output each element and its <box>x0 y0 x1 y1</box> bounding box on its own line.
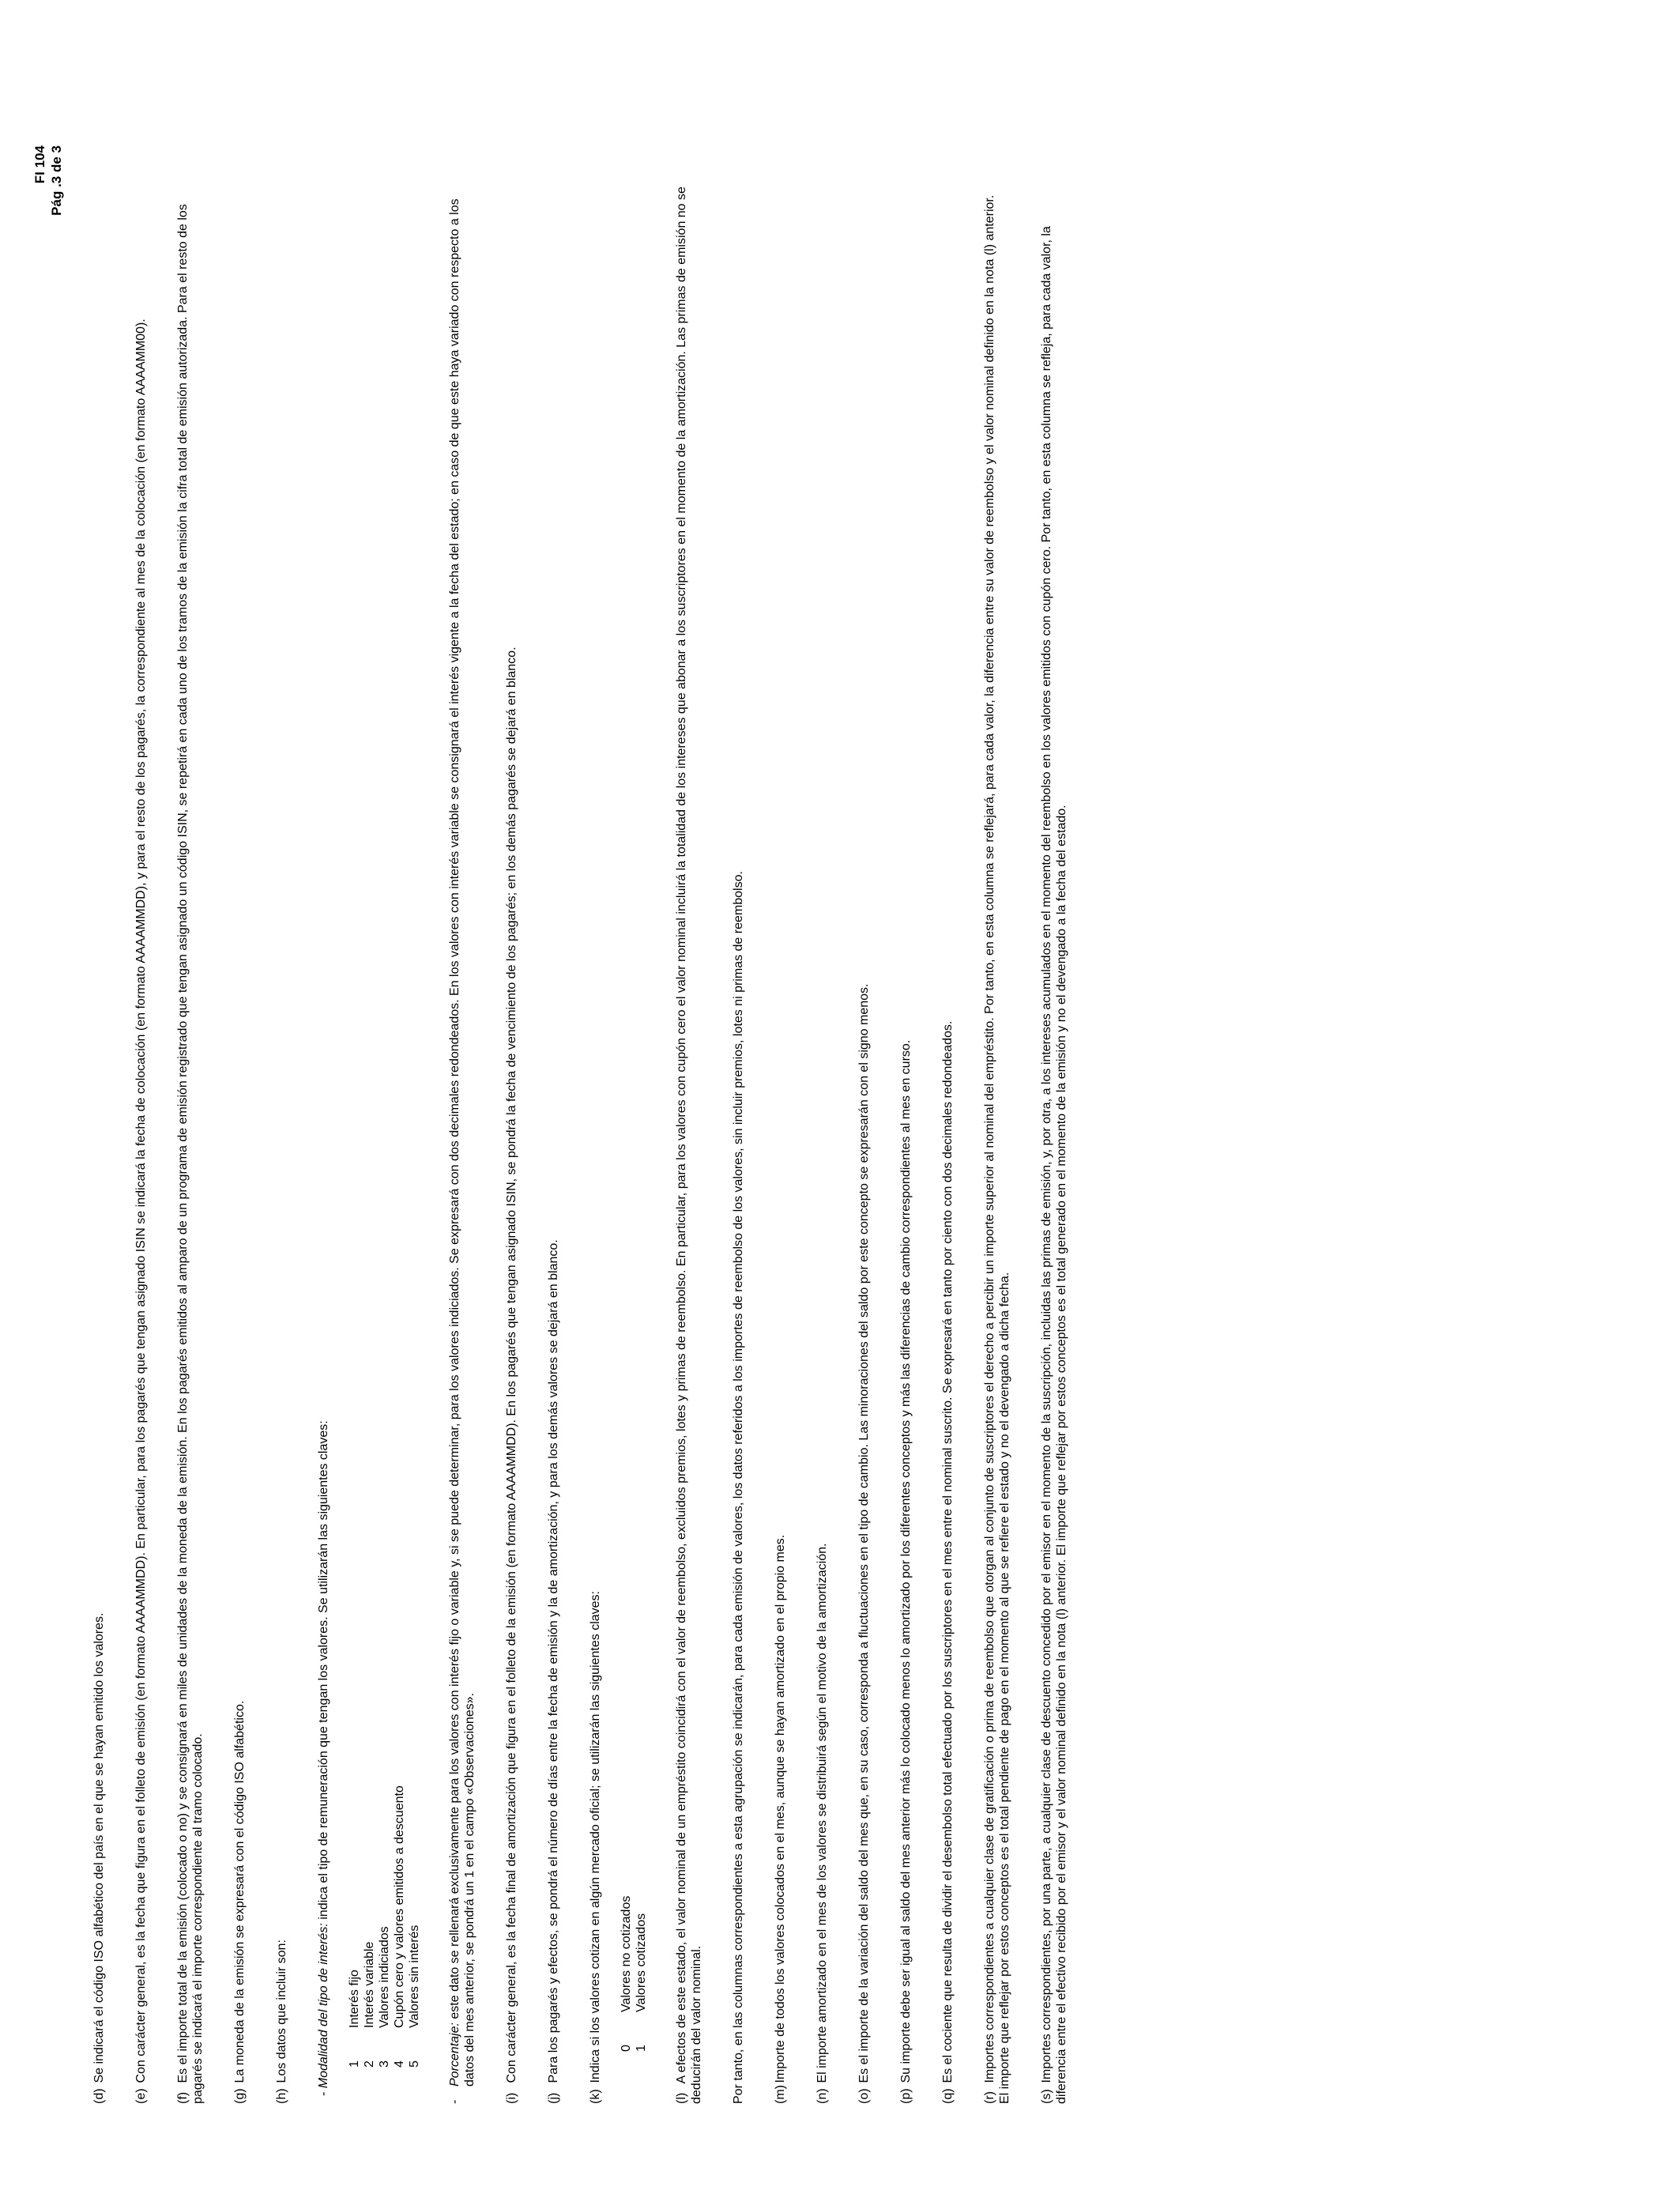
note-label: (h) <box>275 2088 288 2104</box>
note-j <box>546 183 561 2104</box>
list-item <box>634 183 649 2052</box>
list-item <box>362 183 377 2068</box>
page-number: Pág .3 de 3 <box>49 145 64 216</box>
note-k <box>588 183 603 2104</box>
note-o <box>857 183 872 2104</box>
code-label: Cupón cero y valores emitidos a descuento <box>393 1785 406 2028</box>
note-text: A efectos de este estado, el valor nominal de un empréstito coincidirá con el valor de reembolso, excluidos premios, lotes y primas de reembolso. En particular, para los valores con cupón cero el valor nominal incluirá la totalidad de los intereses que abonar a los suscriptores en el momento de la amortización. Las primas de emisión no se deducirán del valor nominal. <box>675 187 703 2104</box>
code-label: Interés fijo <box>348 1970 361 2028</box>
note-text: Importes correspondientes a cualquier clase de gratificación o prima de reembolso que otorgan al conjunto de suscriptores el derecho a percibir un importe superior al nominal del empréstito. Por tanto, en esta columna se reflejará, para cada valor, la diferencia entre su valor de reembolso y el valor nominal definido en la nota (l) anterior. El importe que reflejar por estos conceptos es el total pendiente de pago en el momento al que se refiere el estado y no el devengado a dicha fecha. <box>983 194 1011 2104</box>
note-text: Es el cociente que resulta de dividir el desembolso total efectuado por los suscriptores en el mes entre el nominal suscrito. Se expresará en tanto por ciento con dos decimales redondeados. <box>941 1020 955 2083</box>
page-identifier <box>32 145 65 216</box>
note-text: El importe amortizado en el mes de los valores se distribuirá según el motivo de la amortización. <box>816 1543 829 2083</box>
form-code: FI 104 <box>32 145 47 184</box>
list-item <box>392 183 407 2068</box>
rotated-page <box>0 107 1680 2194</box>
note-text: Para los pagarés y efectos, se pondrá el número de días entre la fecha de emisión y la de amortización, y para los demás valores se dejará en blanco. <box>547 1239 560 2083</box>
note-i <box>504 183 519 2104</box>
note-m <box>773 183 788 2104</box>
note-f <box>175 183 205 2104</box>
code: 2 <box>363 2060 376 2068</box>
note-n <box>815 183 830 2104</box>
note-e <box>134 183 149 2104</box>
code: 4 <box>393 2060 406 2068</box>
note-label: (n) <box>816 2088 829 2104</box>
note-label: (s) <box>1040 2089 1053 2104</box>
code-label: Interés variable <box>363 1941 376 2028</box>
note-text: Su importe debe ser igual al saldo del mes anterior más lo colocado menos lo amortizado por los diferentes conceptos y más las diferencias de cambio correspondientes al mes en curso. <box>899 1039 913 2083</box>
note-label: (o) <box>857 2088 871 2104</box>
note-label: (p) <box>899 2088 913 2104</box>
note-label: (g) <box>233 2088 247 2104</box>
note-text: Importe de todos los valores colocados en el mes, aunque se hayan amortizado en el propio mes. <box>774 1534 787 2083</box>
code-label: Valores no cotizados <box>620 1895 633 2012</box>
note-g <box>232 183 247 2104</box>
bullet: - <box>448 2099 461 2104</box>
note-text: Se indicará el código ISO alfabético del país en el que se hayan emitido los valores. <box>92 1612 106 2083</box>
note-text: Con carácter general, es la fecha que figura en el folleto de emisión (en formato AAAAMMDD). En particular, para los pagarés que tengan asignado ISIN se indicará la fecha de colocación (en formato AAAAMMDD), y para el resto de los pagarés, la correspondiente al mes de la colocación (en formato AAAAMM00). <box>134 319 148 2083</box>
note-label: (j) <box>547 2092 560 2104</box>
code-label: Valores sin interés <box>408 1924 421 2028</box>
note-r <box>982 183 1012 2104</box>
notes-body <box>92 183 1096 2104</box>
note-h <box>274 183 289 2104</box>
code: 3 <box>378 2060 391 2068</box>
note-text: Indica si los valores cotizan en algún mercado oficial; se utilizarán las siguientes claves: <box>589 1591 602 2083</box>
code: 1 <box>348 2060 361 2068</box>
note-text: La moneda de la emisión se expresará con el código ISO alfabético. <box>233 1700 247 2083</box>
note-label: (e) <box>134 2088 148 2104</box>
note-text: Por tanto, en las columnas correspondientes a esta agrupación se indicarán, para cada emisión de valores, los datos referidos a los importes de reembolso de los valores, sin incluir premios, lotes ni primas de reembolso. <box>732 871 745 2104</box>
note-label: (i) <box>505 2092 518 2104</box>
list-item <box>347 183 362 2068</box>
note-l-continuation <box>731 183 746 2104</box>
note-porcentaje <box>447 183 477 2104</box>
bullet: - <box>317 2088 330 2096</box>
note-subtitle: Porcentaje: <box>448 2022 461 2087</box>
code: 5 <box>408 2060 421 2068</box>
note-subtitle: Modalidad del tipo de interés: <box>317 1923 330 2089</box>
note-text: Es el importe de la variación del saldo del mes que, en su caso, corresponda a fluctuaciones en el tipo de cambio. Las minoraciones del saldo por este concepto se expresarán con el signo menos. <box>857 983 871 2083</box>
note-p <box>898 183 913 2104</box>
note-label: (d) <box>92 2088 106 2104</box>
note-d <box>92 183 107 2104</box>
modalidad-code-list <box>347 183 422 2068</box>
note-label: (k) <box>589 2089 602 2104</box>
list-item <box>407 183 422 2068</box>
note-label: (q) <box>941 2088 955 2104</box>
note-s <box>1039 183 1069 2104</box>
note-text: Importes correspondientes, por una parte, a cualquier clase de descuento concedido por el emisor en el momento de la suscripción, incluidas las primas de emisión, y, por otra, a los intereses acumulados en el momento del reembolso en los valores emitidos con cupón cero. Por tanto, en esta columna se refleja, para cada valor, la diferencia entre el efectivo recibido por el emisor y el valor nominal definido en la nota (l) anterior. El importe que reflejar por estos conceptos es el total generado en el momento de la emisión y no el devengado a la fecha del estado. <box>1040 226 1068 2104</box>
note-q <box>940 183 955 2104</box>
note-label: (m) <box>774 2085 787 2104</box>
note-modalidad <box>316 183 331 2096</box>
code-label: Valores indiciados <box>378 1926 391 2028</box>
list-item <box>377 183 392 2068</box>
note-text: este dato se rellenará exclusivamente para los valores con interés fijo o variable y, si se puede determinar, para los valores indiciados. Se expresará con dos decimales redondeados. En los valores con interés variable se consignará el interés vigente a la fecha del estado; en caso de que este haya variado con respecto a los datos del mes anterior, se pondrá un 1 en el campo «Observaciones». <box>448 198 477 2087</box>
note-label: (f) <box>176 2091 190 2104</box>
note-l <box>674 183 704 2104</box>
note-label: (r) <box>983 2091 996 2104</box>
note-text: Los datos que incluir son: <box>275 1940 288 2083</box>
code: 1 <box>635 2045 648 2052</box>
note-text: Con carácter general, es la fecha final de amortización que figura en el folleto de la emisión (en formato AAAAMMDD). En los pagarés que tengan asignado ISIN, se pondrá la fecha de vencimiento de los pagarés; en los demás pagarés se dejará en blanco. <box>505 647 518 2083</box>
list-item <box>619 183 634 2052</box>
note-text: indica el tipo de remuneración que tengan los valores. Se utilizarán las siguientes claves: <box>317 1420 330 1924</box>
code: 0 <box>620 2045 633 2052</box>
note-label: (l) <box>675 2092 688 2104</box>
note-text: Es el importe total de la emisión (colocado o no) y se consignará en miles de unidades de la moneda de la emisión. En los pagarés emitidos al amparo de un programa de emisión registrado que tengan asignado un código ISIN, se repetirá en cada uno de los tramos de la emisión la cifra total de emisión autorizada. Para el resto de los pagarés se indicará el importe correspondiente al tramo colocado. <box>176 204 205 2104</box>
code-label: Valores cotizados <box>635 1913 648 2012</box>
k-code-list <box>619 183 649 2052</box>
